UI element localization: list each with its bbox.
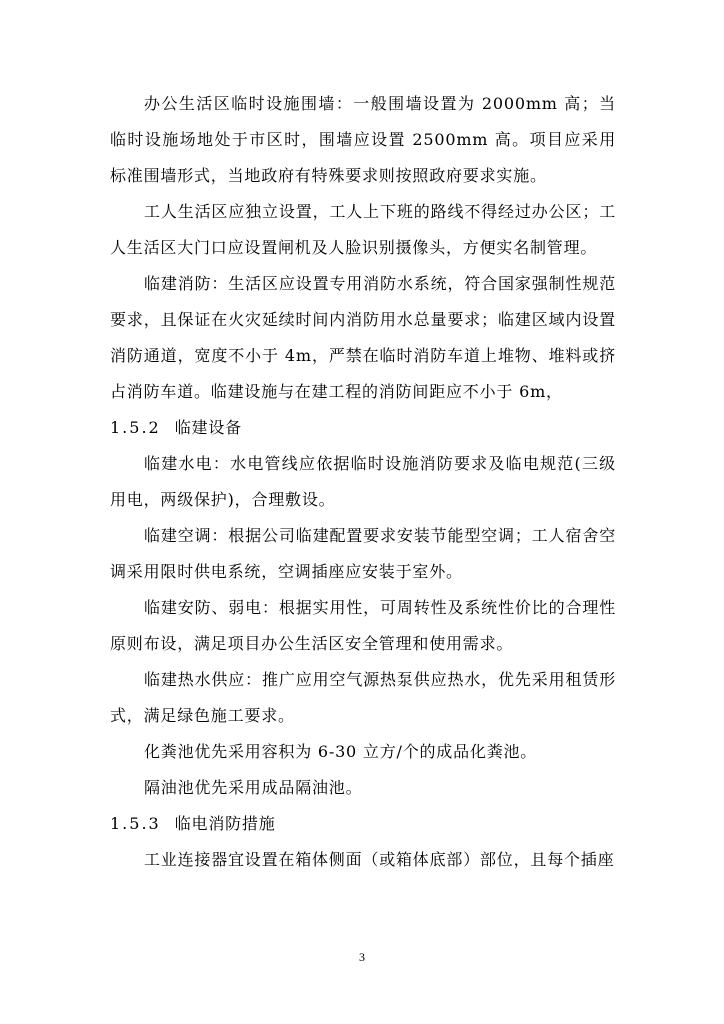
page-number: 3 <box>359 950 365 964</box>
paragraph-hot-water: 临建热水供应：推广应用空气源热泵供应热水，优先采用租赁形式，满足绿色施工要求。 <box>110 670 616 725</box>
paragraph-office-wall: 办公生活区临时设施围墙：一般围墙设置为 2000mm 高；当临时设施场地处于市区时，围墙应设置 2500mm 高。项目应采用标准围墙形式，当地政府有特殊要求则按照政府要求实施。 <box>110 94 616 185</box>
paragraph-septic-tank: 化粪池优先采用容积为 6-30 立方/个的成品化粪池。 <box>144 742 538 761</box>
paragraph-grease-trap: 隔油池优先采用成品隔油池。 <box>144 778 363 797</box>
paragraph-temporary-fire-protection: 临建消防：生活区应设置专用消防水系统，符合国家强制性规范要求，且保证在火灾延续时间内消防用水总量要求；临建区域内设置消防通道，宽度不小于 4m，严禁在临时消防车道上堆物、堆料或挤占消防车道。临建设施与在建工程的消防间距应不小于 6m， <box>110 274 616 401</box>
section-title: 临建设备 <box>174 418 242 437</box>
paragraph-security-weak-current: 临建安防、弱电：根据实用性，可周转性及系统性价比的合理性原则布设，满足项目办公生活区安全管理和使用需求。 <box>110 598 616 653</box>
paragraph-water-electricity: 临建水电：水电管线应依据临时设施消防要求及临电规范(三级用电，两级保护)，合理敷设。 <box>110 454 616 509</box>
paragraph-worker-living-area: 工人生活区应独立设置，工人上下班的路线不得经过办公区；工人生活区大门口应设置闸机及人脸识别摄像头，方便实名制管理。 <box>110 202 616 257</box>
section-heading-temporary-equipment <box>110 410 616 446</box>
document-body <box>110 86 616 878</box>
paragraph-air-conditioning: 临建空调：根据公司临建配置要求安装节能型空调；工人宿舍空调采用限时供电系统，空调插座应安装于室外。 <box>110 526 616 581</box>
section-number: 1.5.3 <box>110 814 161 833</box>
paragraph-industrial-connector: 工业连接器宜设置在箱体侧面（或箱体底部）部位，且每个插座 <box>144 850 615 869</box>
section-title: 临电消防措施 <box>174 814 276 833</box>
section-heading-temporary-electric-fire <box>110 806 616 842</box>
section-number: 1.5.2 <box>110 418 161 437</box>
